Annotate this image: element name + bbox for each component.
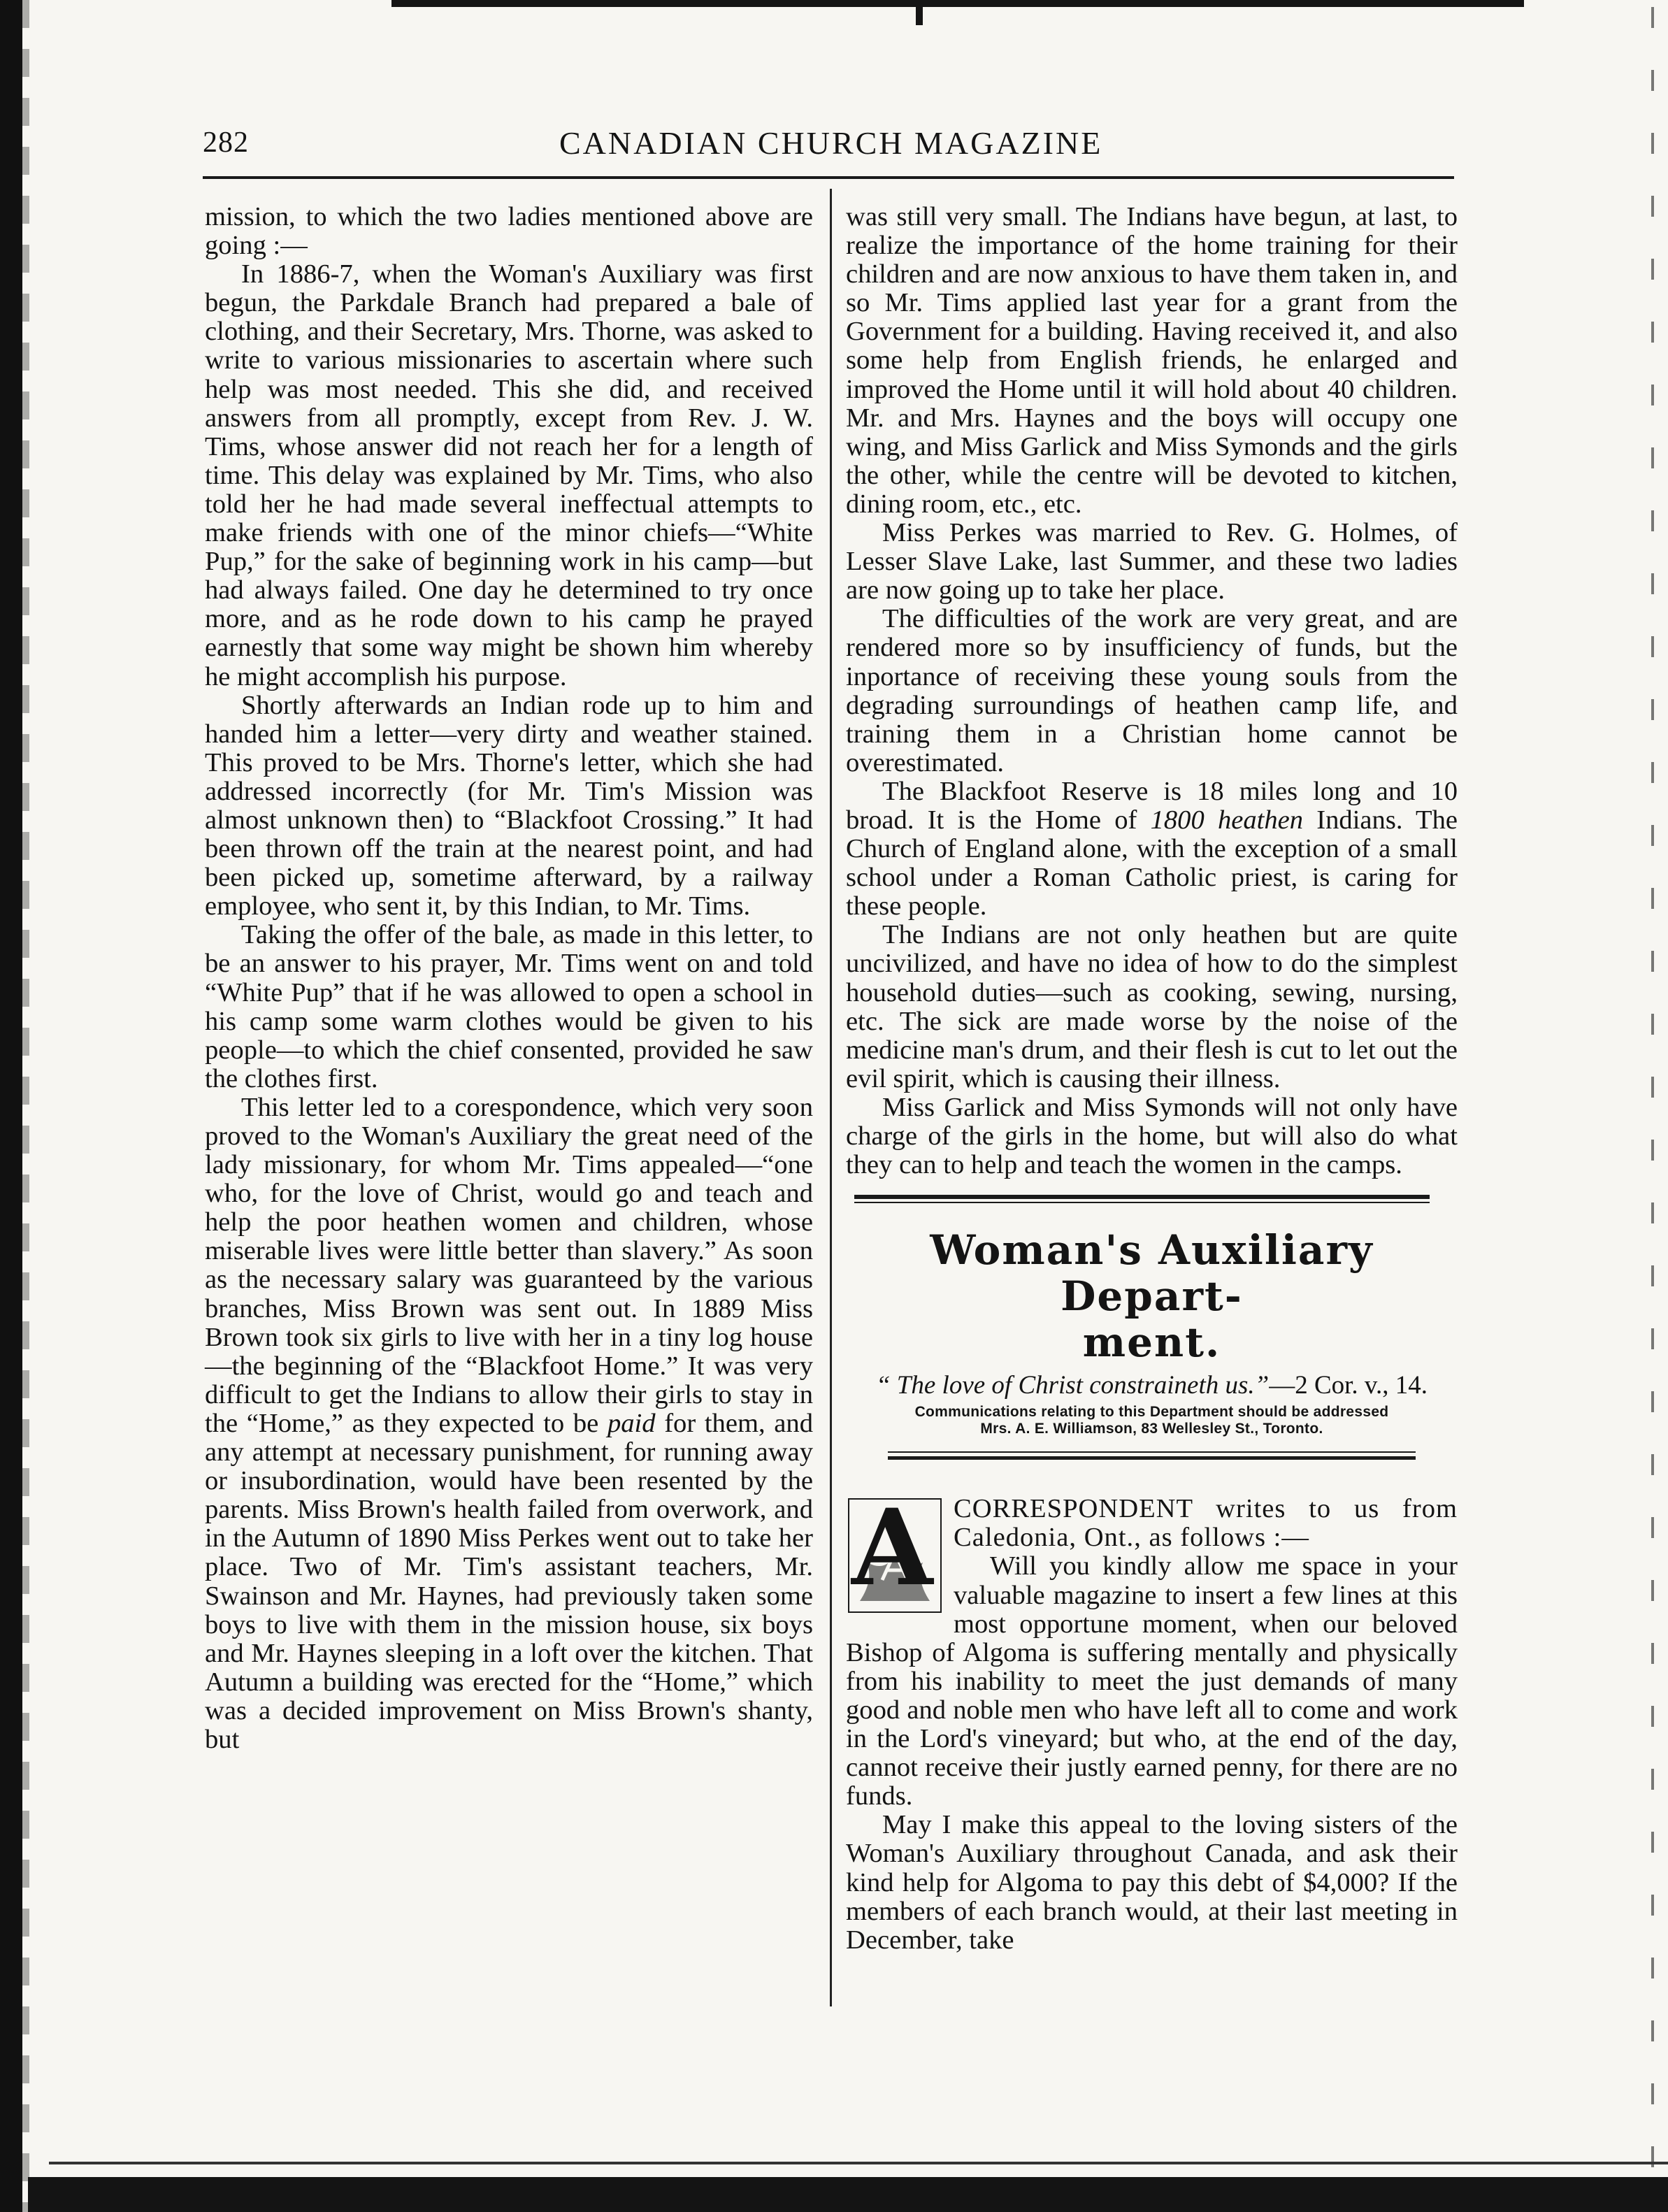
page-number: 282 [203,127,249,159]
department-address-note: Communications relating to this Department should be addressed Mrs. A. E. Williamson, 83 Wellesley St., Toronto. [914,1404,1389,1437]
section-rule-thick [854,1195,1430,1199]
right-column [846,203,1458,1955]
paragraph: The Blackfoot Reserve is 18 miles long and 10 broad. It is the Home of 1800 heathen Indians. The Church of England alone, with the exception of a small school under a Roman Catholic priest, is caring for these people. [846,776,1458,921]
drop-cap-letter: A [851,1486,933,1610]
scan-binding-shadow [22,0,29,2212]
paragraph: mission, to which the two ladies mentioned above are going :— [205,202,813,261]
paragraph: Miss Perkes was married to Rev. G. Holmes, of Lesser Slave Lake, last Summer, and these two ladies are now going up to take her place. [846,518,1458,605]
section-rule-thin [854,1202,1430,1203]
section-rule-thick [888,1456,1416,1460]
left-column [205,203,813,1754]
scan-edge-right [1651,7,1654,2177]
paragraph: The Indians are not only heathen but are quite uncivilized, and have no idea of how to do the simplest household duties—such as cooking, sewing, nursing, etc. The sick are made worse by the noise of the medicine man's drum, and their flesh is cut to let out the evil spirit, which is causing their illness. [846,920,1458,1093]
paragraph: The difficulties of the work are very great, and are rendered more so by insufficiency of funds, but the inportance of receiving these young souls from the degrading surroundings of heathen camp life, and training them in a Christian home cannot be overestimated. [846,604,1458,777]
paragraph: Taking the offer of the bale, as made in this letter, to be an answer to his prayer, Mr. Tims went on and told “White Pup” that if he was allowed to open a school in his camp some warm clothes would be given to his people—to which the chief consented, provided he saw the clothes first. [205,920,813,1093]
scan-edge-left [0,0,22,2212]
paragraph: In 1886-7, when the Woman's Auxiliary was first begun, the Parkdale Branch had prepared a bale of clothing, and their Secretary, Mrs. Thorne, was asked to write to various missionaries to ascertain where such help was most needed. This she did, and received answers from all promptly, except from Rev. J. W. Tims, whose answer did not reach her for a length of time. This delay was explained by Mr. Tims, who also told her he had made several ineffectual attempts to make friends with one of the minor chiefs—“White Pup,” for the sake of beginning work in his camp—but had always failed. One day he determined to try once more, and as he rode down to his camp he prayed earnestly that some way might be shown him whereby he might accomplish his purpose. [205,259,813,691]
paragraph: was still very small. The Indians have begun, at last, to realize the importance of the home training for their children and are now anxious to have them taken in, and so Mr. Tims applied last year for a grant from the Government for a building. Having received it, and also some help from English friends, he enlarged and improved the Home until it will hold about 40 children. Mr. and Mrs. Haynes and the boys will occupy one wing, and Miss Garlick and Miss Symonds and the girls the other, while the centre will be devoted to kitchen, dining room, etc., etc. [846,202,1458,519]
paragraph: May I make this appeal to the loving sisters of the Woman's Auxiliary throughout Canada, and ask their kind help for Algoma to pay this debt of $4,000? If the members of each branch would, at their last meeting in December, take [846,1810,1458,1955]
paragraph: Will you kindly allow me space in your valuable magazine to insert a few lines at this most opportune moment, when our beloved Bishop of Algoma is suffering mentally and physically from his inability to meet the just demands of many good and noble men who have left all to come and work in the Lord's vineyard; but who, at the end of the day, cannot receive their justly earned penny, for there are no funds. [846,1551,1458,1811]
letter [846,1486,1458,1955]
drop-cap [846,1486,944,1615]
running-title: CANADIAN CHURCH MAGAZINE [559,125,1103,161]
paragraph: Shortly afterwards an Indian rode up to him and handed him a letter—very dirty and weather stained. This proved to be Mrs. Thorne's letter, which she had addressed incorrectly (for Mr. Tim's Mission was almost unknown then) to “Blackfoot Crossing.” It had been thrown off the train at the nearest point, and had been picked up, sometime afterward, by a railway employee, who sent it, by this Indian, to Mr. Tims. [205,690,813,921]
header-rule [203,176,1454,179]
scan-edge-bottom [28,2177,1668,2212]
department-motto: “ The love of Christ constraineth us.”—2 Cor. v., 14. [875,1371,1428,1400]
department-heading: Woman's Auxiliary Depart- ment. [930,1226,1374,1367]
scan-rule-bottom [49,2162,1668,2164]
scan-mark-top [916,0,923,25]
column-divider [830,189,832,2006]
section-rule-thin [888,1451,1416,1453]
paragraph: Miss Garlick and Miss Symonds will not only have charge of the girls in the home, but will also do what they can to help and teach the women in the camps. [846,1092,1458,1180]
paragraph: This letter led to a corespondence, which very soon proved to the Woman's Auxiliary the great need of the lady missionary, for whom Mr. Tims appealed—“one who, for the love of Christ, would go and teach and help the poor heathen women and children, whose miserable lives were little better than slavery.” As soon as the necessary salary was guaranteed by the various branches, Miss Brown was sent out. In 1889 Miss Brown took six girls to live with her in a tiny log house—the beginning of the “Blackfoot Home.” It was very difficult to get the Indians to allow their girls to stay in the “Home,” as they expected to be paid for them, and any attempt at necessary punishment, for running away or insubordination, would have been resented by the parents. Miss Brown's health failed from overwork, and in the Autumn of 1890 Miss Perkes went out to take her place. Two of Mr. Tim's assistant teachers, Mr. Swainson and Mr. Haynes, had previously taken some boys to live with them in the mission house, six boys and Mr. Haynes sleeping in a loft over the kitchen. That Autumn a building was erected for the “Home,” which was a decided improvement on Miss Brown's shanty, but [205,1092,813,1754]
scan-edge-top [391,0,1524,7]
paragraph: CORRESPONDENT writes to us from Caledonia, Ont., as follows :— [954,1494,1458,1553]
page-header [203,124,1454,169]
